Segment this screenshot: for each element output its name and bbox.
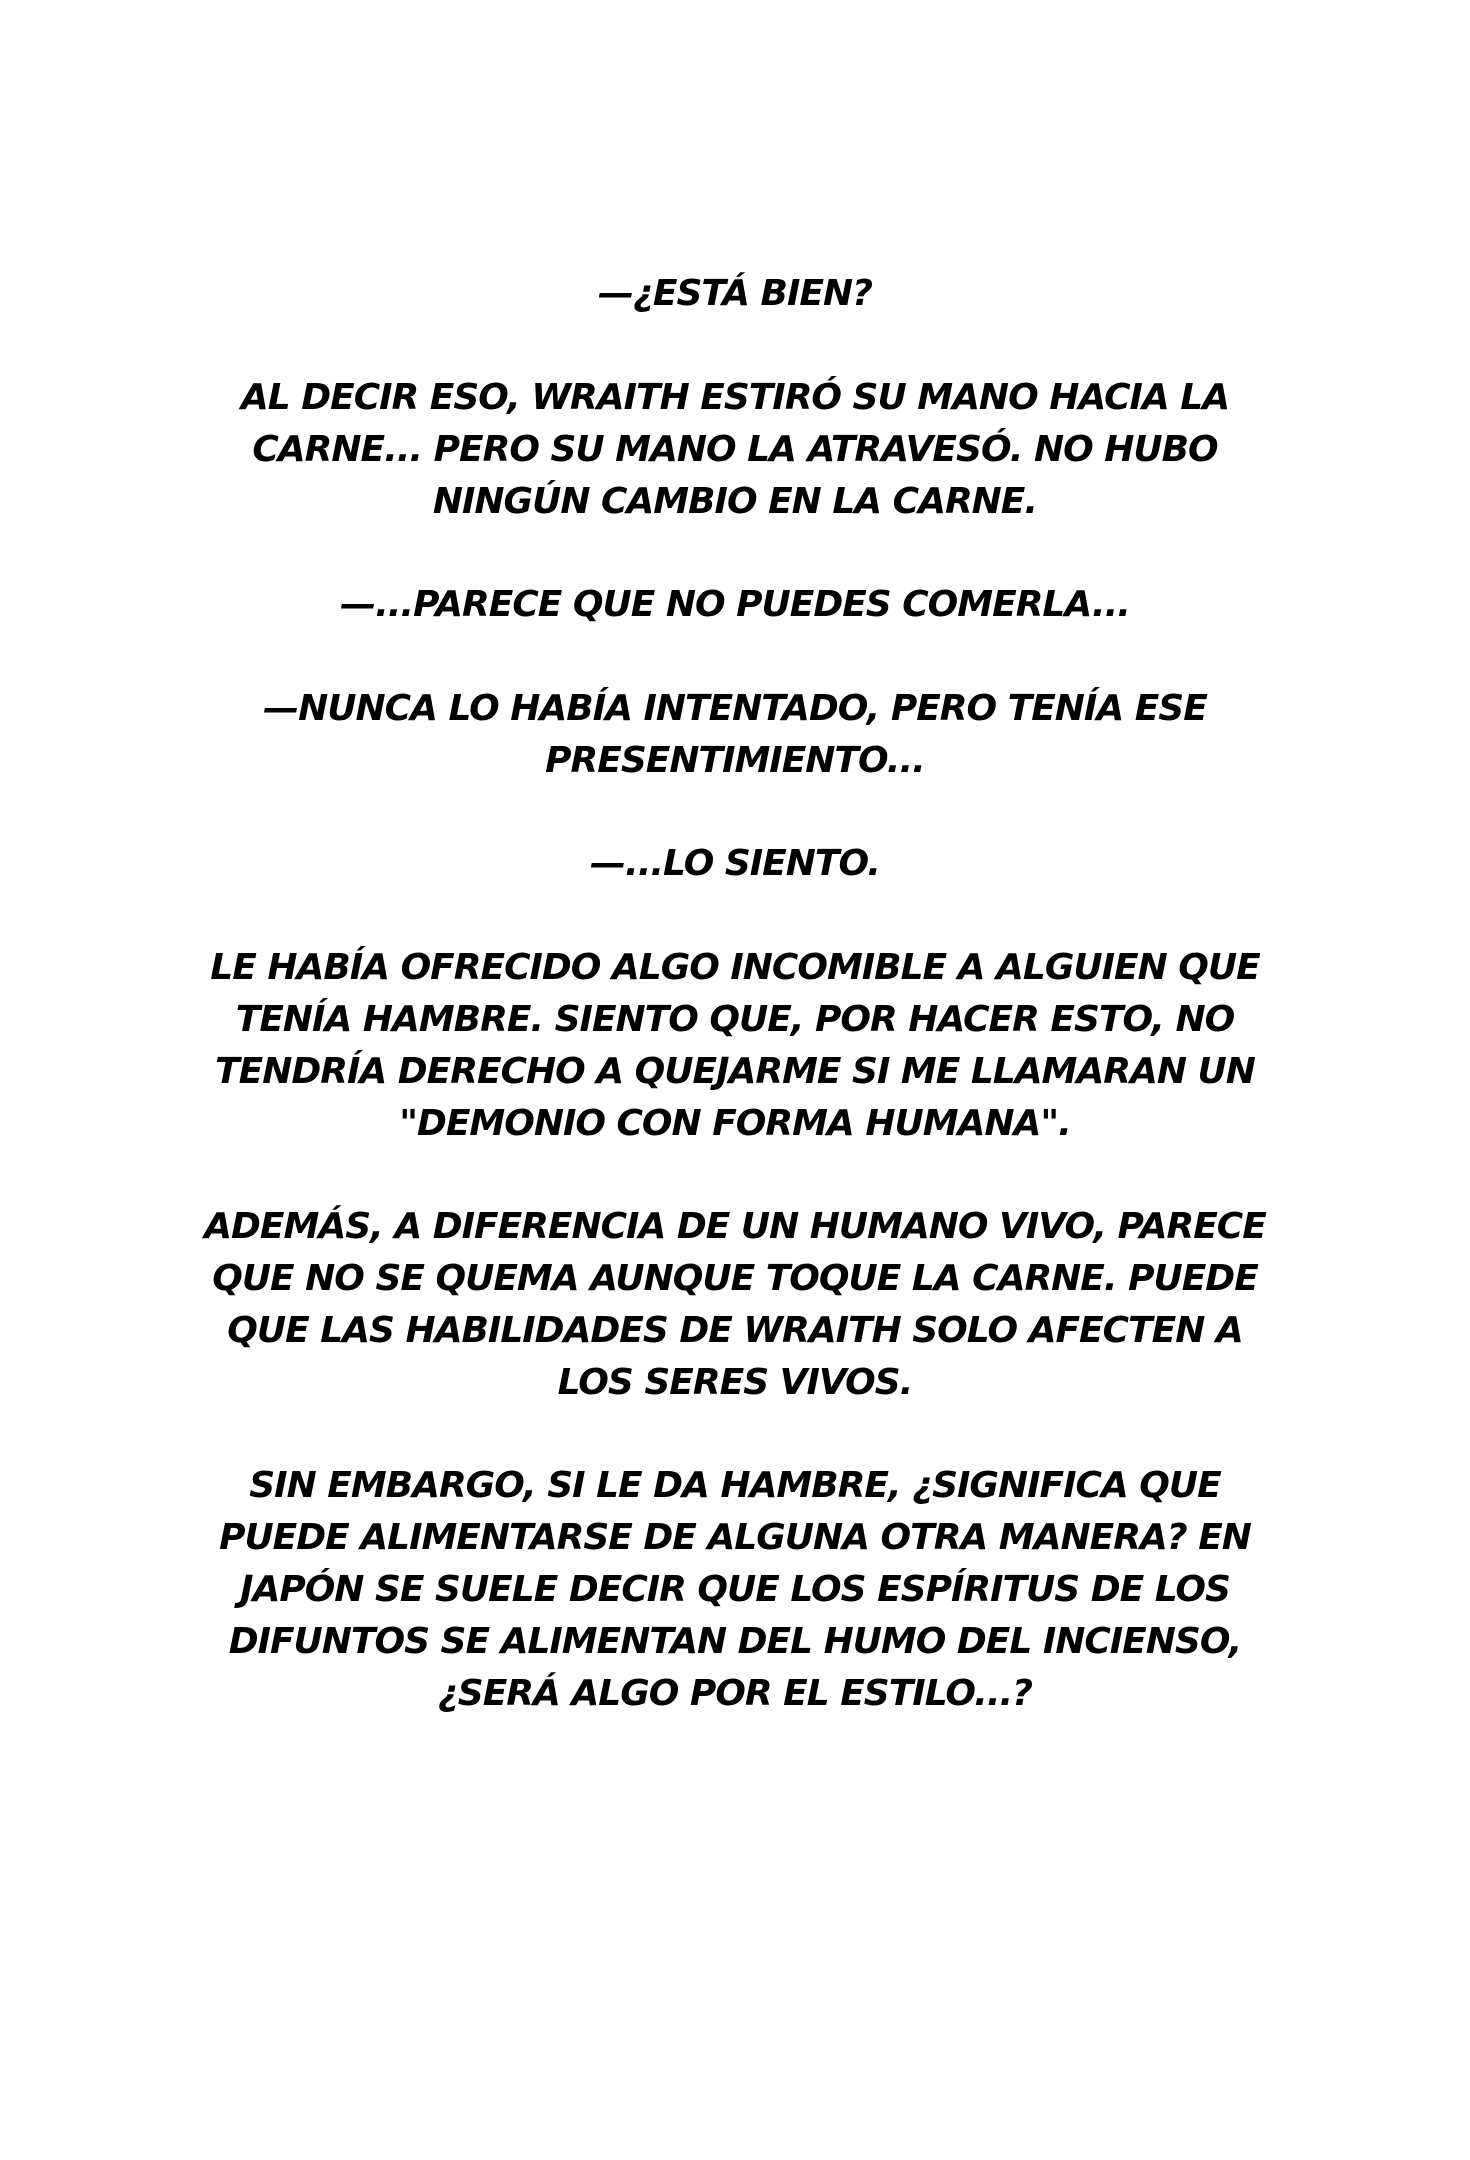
text-line: LE HABÍA OFRECIDO ALGO INCOMIBLE A ALGUIEN QUE bbox=[210, 947, 1260, 988]
text-line: AL DECIR ESO, WRAITH ESTIRÓ SU MANO HACIA LA bbox=[240, 377, 1230, 418]
text-line: JAPÓN SE SUELE DECIR QUE LOS ESPÍRITUS DE LOS bbox=[240, 1569, 1230, 1610]
text-line: SIN EMBARGO, SI LE DA HAMBRE, ¿SIGNIFICA QUE bbox=[249, 1465, 1221, 1506]
text-line: TENÍA HAMBRE. SIENTO QUE, POR HACER ESTO, NO bbox=[235, 999, 1235, 1040]
text-line: PUEDE ALIMENTARSE DE ALGUNA OTRA MANERA? EN bbox=[219, 1517, 1251, 1558]
text-line: PRESENTIMIENTO... bbox=[545, 740, 925, 781]
text-line: —¿ESTÁ BIEN? bbox=[598, 273, 872, 314]
paragraph-3 bbox=[150, 579, 1320, 631]
paragraph-6 bbox=[150, 942, 1320, 1150]
paragraph-2 bbox=[150, 372, 1320, 528]
text-line: CARNE... PERO SU MANO LA ATRAVESÓ. NO HUBO bbox=[252, 429, 1218, 470]
text-line: —...PARECE QUE NO PUEDES COMERLA... bbox=[340, 584, 1130, 625]
text-line: —...LO SIENTO. bbox=[590, 843, 880, 884]
text-line: DIFUNTOS SE ALIMENTAN DEL HUMO DEL INCIENSO, bbox=[228, 1621, 1242, 1662]
text-line: LOS SERES VIVOS. bbox=[557, 1362, 913, 1403]
paragraph-1 bbox=[150, 268, 1320, 320]
paragraph-5 bbox=[150, 838, 1320, 890]
text-line: —NUNCA LO HABÍA INTENTADO, PERO TENÍA ESE bbox=[263, 688, 1207, 729]
text-line: ADEMÁS, A DIFERENCIA DE UN HUMANO VIVO, PARECE bbox=[204, 1206, 1266, 1247]
text-line: ¿SERÁ ALGO POR EL ESTILO...? bbox=[437, 1673, 1033, 1714]
paragraph-8 bbox=[150, 1460, 1320, 1720]
text-line: QUE NO SE QUEMA AUNQUE TOQUE LA CARNE. PUEDE bbox=[212, 1258, 1258, 1299]
text-line: NINGÚN CAMBIO EN LA CARNE. bbox=[432, 481, 1038, 522]
text-line: TENDRÍA DERECHO A QUEJARME SI ME LLAMARAN UN bbox=[215, 1051, 1255, 1092]
paragraph-7 bbox=[150, 1201, 1320, 1409]
paragraph-4 bbox=[150, 683, 1320, 787]
text-line: QUE LAS HABILIDADES DE WRAITH SOLO AFECTEN A bbox=[227, 1310, 1243, 1351]
text-line: "DEMONIO CON FORMA HUMANA". bbox=[399, 1103, 1071, 1144]
